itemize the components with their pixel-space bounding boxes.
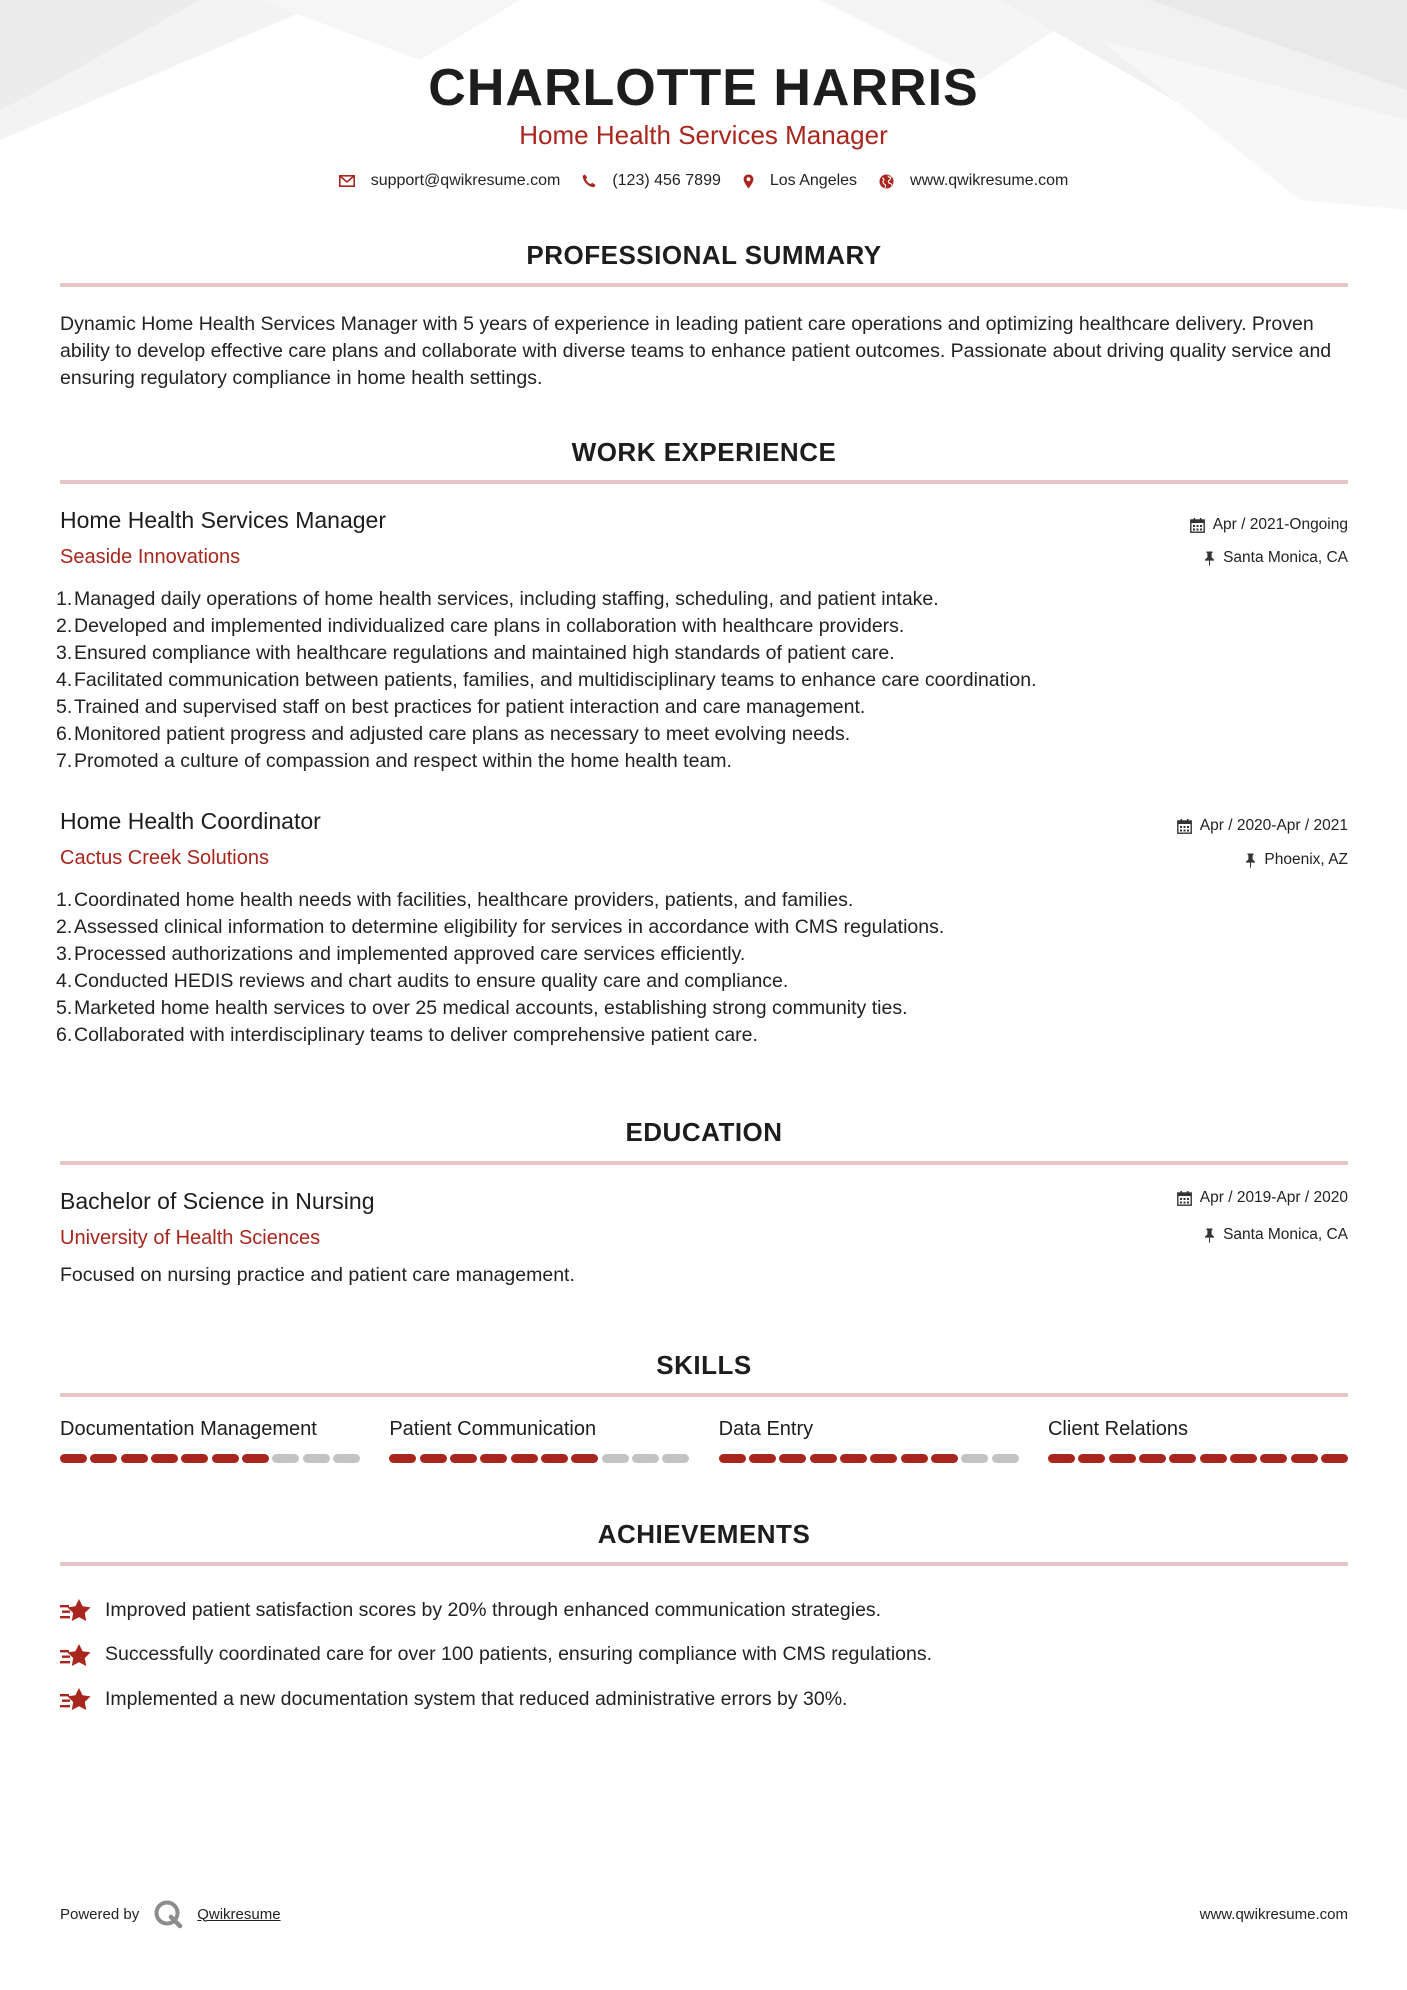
skill-segment-filled [870,1454,897,1463]
achievement-item [60,1633,1348,1678]
section-rule-achievements [60,1562,1348,1566]
job-dates-text: Apr / 2021-Ongoing [1212,516,1348,533]
skill-segment-filled [571,1454,598,1463]
skill-item [1048,1418,1348,1463]
achievements-list [60,1588,1348,1722]
skill-segment-filled [121,1454,148,1463]
globe-icon [879,174,894,189]
skill-segment-filled [511,1454,538,1463]
job-title: Home Health Coordinator [60,808,321,834]
job-bullet-text: Assessed clinical information to determine eligibility for services in accordance with CMS regulations. [74,916,945,938]
pushpin-icon [1204,1228,1215,1243]
section-rule-education [60,1161,1348,1165]
contact-phone-text: (123) 456 7899 [612,172,721,189]
skill-segment-filled [480,1454,507,1463]
contact-website-text: www.qwikresume.com [910,172,1069,189]
skill-segment-filled [450,1454,477,1463]
job-bullet: 3. Ensured compliance with healthcare regulations and maintained high standards of patient care. [60,640,1348,667]
job-bullet-text: Managed daily operations of home health services, including staffing, scheduling, and patient intake. [74,588,939,610]
job-bullet-text: Trained and supervised staff on best practices for patient interaction and care management. [74,696,866,718]
job-bullet: 4. Conducted HEDIS reviews and chart audits to ensure quality care and compliance. [60,968,1348,995]
skill-level-bar [389,1454,689,1463]
job-bullet: 3. Processed authorizations and implemented approved care services efficiently. [60,941,1348,968]
shooting-star-icon [60,1597,93,1623]
achievement-item [60,1677,1348,1722]
skill-name: Data Entry [718,1418,814,1440]
job-bullet-text: Developed and implemented individualized care plans in collaboration with healthcare providers. [74,615,905,637]
section-heading-education: EDUCATION [625,1117,783,1147]
skill-segment-empty [992,1454,1019,1463]
skill-segment-filled [151,1454,178,1463]
job-bullet-text: Facilitated communication between patients, families, and multidisciplinary teams to enhance care coordination. [74,669,1037,691]
skill-segment-filled [1078,1454,1105,1463]
job-bullet: 6. Collaborated with interdisciplinary teams to deliver comprehensive patient care. [60,1022,1348,1049]
skill-segment-empty [333,1454,360,1463]
job-bullet: 5. Marketed home health services to over 25 medical accounts, establishing strong community ties. [60,995,1348,1022]
candidate-name: CHARLOTTE HARRIS [428,59,979,117]
skill-segment-empty [961,1454,988,1463]
job-location-text: Santa Monica, CA [1223,549,1348,566]
skill-segment-filled [181,1454,208,1463]
job-location [1245,851,1348,869]
skill-segment-empty [632,1454,659,1463]
job-bullet: 2. Assessed clinical information to determine eligibility for services in accordance with CMS regulations. [60,914,1348,941]
skill-segment-filled [901,1454,928,1463]
skill-segment-filled [719,1454,746,1463]
skill-name: Client Relations [1047,1418,1189,1440]
pushpin-icon [1245,853,1256,868]
skill-segment-filled [1169,1454,1196,1463]
contact-bar [0,172,1407,190]
section-rule-experience [60,480,1348,484]
skill-segment-filled [1321,1454,1348,1463]
skill-item [389,1418,689,1463]
job-bullet: 5. Trained and supervised staff on best practices for patient interaction and care management. [60,694,1348,721]
job-dates-text: Apr / 2020-Apr / 2021 [1199,817,1348,834]
skill-name: Patient Communication [389,1418,597,1440]
skill-segment-filled [60,1454,87,1463]
contact-email[interactable] [339,172,561,190]
job-location [1204,549,1348,567]
skills-grid [60,1418,1348,1463]
skill-level-bar [60,1454,360,1463]
job-company: Cactus Creek Solutions [60,847,269,869]
contact-location [743,172,857,190]
job-bullet-text: Monitored patient progress and adjusted care plans as necessary to meet evolving needs. [74,723,851,745]
job-bullet-text: Processed authorizations and implemented approved care services efficiently. [74,943,746,965]
powered-by-label: Powered by [60,1905,140,1923]
education-location [1204,1226,1348,1244]
job-bullet: 4. Facilitated communication between patients, families, and multidisciplinary teams to enhance care coordination. [60,667,1348,694]
achievement-item [60,1588,1348,1633]
job-bullet: 6. Monitored patient progress and adjusted care plans as necessary to meet evolving needs. [60,721,1348,748]
skill-segment-filled [1260,1454,1287,1463]
skill-segment-filled [1139,1454,1166,1463]
skill-level-bar [1048,1454,1348,1463]
skill-segment-empty [303,1454,330,1463]
envelope-icon [339,175,355,187]
brand-link[interactable]: Qwikresume [197,1905,281,1923]
job-bullet: 1. Coordinated home health needs with facilities, healthcare providers, patients, and families. [60,887,1348,914]
education-dates [1177,1189,1348,1207]
section-heading-achievements: ACHIEVEMENTS [597,1519,811,1549]
map-pin-icon [743,174,754,189]
skill-name: Documentation Management [60,1418,317,1440]
skill-segment-empty [272,1454,299,1463]
skill-segment-filled [1048,1454,1075,1463]
contact-phone[interactable] [582,172,721,190]
calendar-icon [1177,819,1192,834]
skill-segment-empty [662,1454,689,1463]
shooting-star-icon [60,1686,93,1712]
phone-icon [582,174,596,188]
skill-segment-filled [541,1454,568,1463]
section-heading-skills: SKILLS [656,1350,752,1380]
achievement-text: Improved patient satisfaction scores by 20% through enhanced communication strategies. [105,1598,882,1621]
shooting-star-icon [60,1642,93,1668]
skill-segment-filled [90,1454,117,1463]
skill-segment-filled [389,1454,416,1463]
achievement-text: Implemented a new documentation system that reduced administrative errors by 30%. [105,1687,848,1710]
skill-segment-filled [810,1454,837,1463]
job-bullet-text: Coordinated home health needs with facilities, healthcare providers, patients, and families. [74,889,854,911]
job-bullet-text: Promoted a culture of compassion and respect within the home health team. [74,750,732,772]
section-rule-summary [60,283,1348,287]
job-bullet-text: Conducted HEDIS reviews and chart audits to ensure quality care and compliance. [74,970,789,992]
skill-segment-filled [749,1454,776,1463]
job-bullet-list [56,887,1348,1049]
skill-segment-empty [602,1454,629,1463]
job-location-text: Phoenix, AZ [1264,851,1348,868]
contact-email-text: support@qwikresume.com [370,172,561,189]
skill-item [719,1418,1019,1463]
achievement-text: Successfully coordinated care for over 100 patients, ensuring compliance with CMS regulations. [105,1643,933,1666]
skill-segment-filled [1200,1454,1227,1463]
pushpin-icon [1204,551,1215,566]
job-title: Home Health Services Manager [60,507,386,533]
calendar-icon [1177,1191,1192,1206]
job-company: Seaside Innovations [60,546,241,568]
skill-segment-filled [1109,1454,1136,1463]
section-heading-summary: PROFESSIONAL SUMMARY [526,240,882,270]
job-bullet: 7. Promoted a culture of compassion and respect within the home health team. [60,748,1348,775]
summary-text: Dynamic Home Health Services Manager with 5 years of experience in leading patient care operations and optimizing healthcare delivery. Proven ability to develop effective care plans and collaborate with diverse teams to enhance patient outcomes. Passionate about driving quality service and ensuring regulatory compliance in home health settings. [60,313,1332,389]
contact-website[interactable] [879,172,1068,190]
job-dates [1190,516,1348,534]
skill-level-bar [719,1454,1019,1463]
skill-segment-filled [840,1454,867,1463]
skill-segment-filled [212,1454,239,1463]
skill-segment-filled [1230,1454,1257,1463]
footer-powered-by [60,1899,281,1929]
education-degree: Bachelor of Science in Nursing [60,1188,375,1214]
job-bullet-text: Ensured compliance with healthcare regulations and maintained high standards of patient care. [74,642,895,664]
education-description: Focused on nursing practice and patient care management. [60,1264,575,1286]
skill-segment-filled [931,1454,958,1463]
education-location-text: Santa Monica, CA [1223,1226,1348,1243]
education-school: University of Health Sciences [60,1227,321,1249]
section-rule-skills [60,1393,1348,1397]
section-heading-experience: WORK EXPERIENCE [571,437,837,467]
job-bullet: 1. Managed daily operations of home health services, including staffing, scheduling, and patient intake. [60,586,1348,613]
contact-location-text: Los Angeles [769,172,858,189]
skill-segment-filled [1291,1454,1318,1463]
job-bullet-text: Marketed home health services to over 25 medical accounts, establishing strong community ties. [74,997,908,1019]
skill-segment-filled [779,1454,806,1463]
footer-website[interactable]: www.qwikresume.com [1199,1906,1348,1923]
calendar-icon [1190,518,1205,533]
job-bullet-text: Collaborated with interdisciplinary teams to deliver comprehensive patient care. [74,1024,758,1046]
job-bullet: 2. Developed and implemented individualized care plans in collaboration with healthcare providers. [60,613,1348,640]
skill-item [60,1418,360,1463]
qwikresume-logo-icon [153,1899,183,1929]
skill-segment-filled [242,1454,269,1463]
job-dates [1177,817,1348,835]
candidate-title: Home Health Services Manager [519,120,888,150]
skill-segment-filled [420,1454,447,1463]
job-bullet-list [56,586,1348,775]
education-dates-text: Apr / 2019-Apr / 2020 [1199,1189,1348,1206]
